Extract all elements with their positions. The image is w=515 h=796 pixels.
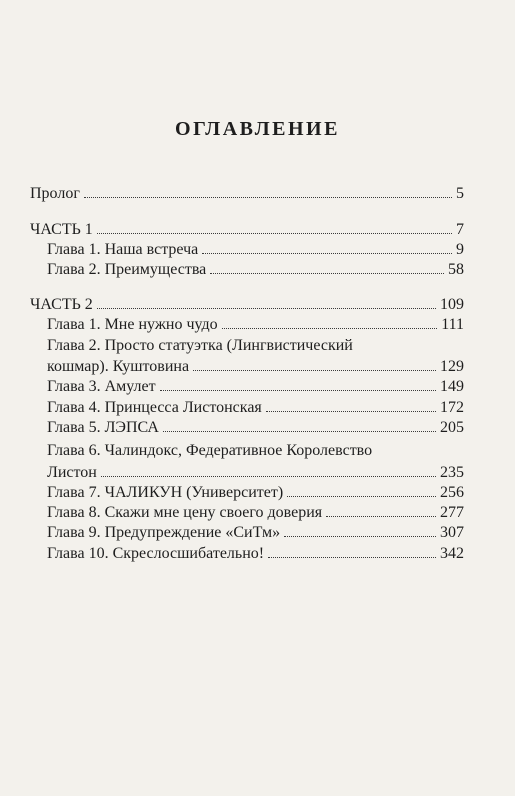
toc-page-number: 172: [440, 399, 464, 416]
toc-entry-label: ЧАСТЬ 1: [30, 221, 93, 238]
leader-dots: [210, 259, 444, 274]
leader-dots: [284, 522, 436, 537]
toc-entry-part2-chapter-8[interactable]: [47, 502, 464, 523]
leader-dots: [101, 462, 436, 477]
toc-entry-label: Глава 2. Преимущества: [47, 261, 207, 278]
toc-page-number: 9: [456, 241, 464, 258]
toc-page-number: 307: [440, 524, 464, 541]
toc-page-number: 5: [456, 185, 464, 202]
toc-page-number: 109: [440, 296, 464, 313]
toc-entry-label: Глава 9. Предупреждение «СиТм»: [47, 524, 281, 541]
toc-entry-part2-chapter-10[interactable]: [47, 543, 464, 564]
leader-dots: [222, 314, 438, 329]
toc-entry-label: Глава 4. Принцесса Листонская: [47, 399, 262, 416]
toc-entry-label: Глава 7. ЧАЛИКУН (Университет): [47, 484, 284, 501]
toc-entry-label: Глава 1. Наша встреча: [47, 241, 199, 258]
leader-dots: [202, 239, 452, 254]
leader-dots: [97, 219, 452, 234]
toc-entry-label: Листон: [47, 464, 97, 481]
toc-entry-label: Глава 5. ЛЭПСА: [47, 419, 159, 436]
toc-entry-line1: Глава 2. Просто статуэтка (Лингвистический: [47, 337, 353, 354]
toc-page-number: 149: [440, 378, 464, 395]
toc-entry-part2-chapter-9[interactable]: [47, 522, 464, 543]
toc-entry-part-1[interactable]: [30, 219, 464, 240]
toc-entry-part2-chapter-7[interactable]: [47, 482, 464, 503]
leader-dots: [268, 543, 436, 558]
toc-entry-label: Глава 1. Мне нужно чудо: [47, 316, 218, 333]
toc-entry-part2-chapter-4[interactable]: [47, 397, 464, 418]
toc-page-number: 111: [441, 316, 464, 333]
toc-entry-part2-chapter-5[interactable]: [47, 417, 464, 438]
leader-dots: [160, 376, 436, 391]
toc-page-number: 58: [448, 261, 464, 278]
toc-entry-label: Пролог: [30, 185, 80, 202]
toc-entry-part1-chapter-1[interactable]: [47, 239, 464, 260]
toc-page-number: 235: [440, 464, 464, 481]
leader-dots: [287, 482, 436, 497]
toc-page-number: 7: [456, 221, 464, 238]
toc-entry-part2-chapter-1[interactable]: [47, 314, 464, 335]
toc-page-number: 342: [440, 545, 464, 562]
toc-page-number: 129: [440, 358, 464, 375]
leader-dots: [193, 356, 436, 371]
leader-dots: [97, 294, 436, 309]
leader-dots: [84, 183, 452, 198]
toc-entry-part-2[interactable]: [30, 294, 464, 315]
leader-dots: [266, 397, 436, 412]
toc-entry-label: Глава 8. Скажи мне цену своего доверия: [47, 504, 323, 521]
toc-entry-line1: Глава 6. Чалиндокс, Федеративное Королевство: [47, 442, 373, 459]
toc-entry-part2-chapter-6[interactable]: [47, 462, 464, 483]
toc-entry-prologue[interactable]: [30, 183, 464, 204]
toc-entry-part2-chapter-2[interactable]: [47, 356, 464, 377]
page-title: ОГЛАВЛЕНИЕ: [175, 118, 340, 140]
leader-dots: [326, 502, 436, 517]
toc-page-number: 256: [440, 484, 464, 501]
toc-page-number: 277: [440, 504, 464, 521]
leader-dots: [163, 417, 436, 432]
toc-entry-label: Глава 3. Амулет: [47, 378, 156, 395]
toc-entry-label: ЧАСТЬ 2: [30, 296, 93, 313]
toc-entry-label: Глава 10. Скреслосшибательно!: [47, 545, 265, 562]
toc-page-number: 205: [440, 419, 464, 436]
toc-entry-label: кошмар). Куштовина: [47, 358, 190, 375]
toc-entry-part1-chapter-2[interactable]: [47, 259, 464, 280]
toc-entry-part2-chapter-3[interactable]: [47, 376, 464, 397]
